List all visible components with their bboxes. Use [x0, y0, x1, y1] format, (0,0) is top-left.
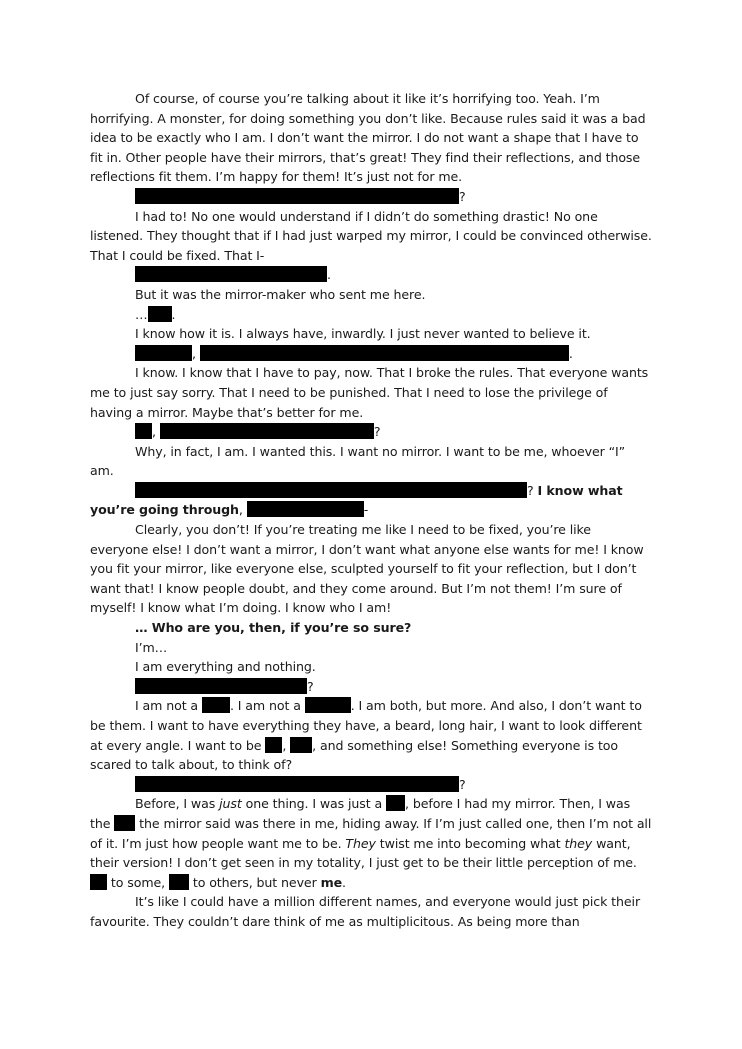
text-run: Why, in fact, I am. I wanted this. I want no mirror. I want to be me, whoever “I” am.: [90, 443, 626, 479]
paragraph: [90, 442, 652, 481]
redaction-bar: [200, 345, 569, 361]
text-run: one thing. I was just a: [241, 796, 387, 812]
text-run: I am everything and nothing.: [135, 659, 316, 675]
text-run: ?: [527, 482, 538, 498]
bold-text: … Who are you, then, if you’re so sure?: [135, 620, 412, 636]
italic-text: They: [345, 835, 376, 851]
text-run: I know how it is. I always have, inwardly. I just never wanted to believe it.: [135, 326, 591, 342]
paragraph: [90, 187, 652, 207]
redaction-bar: [135, 776, 459, 792]
text-run: twist me into becoming what: [375, 835, 565, 851]
text-run: ?: [307, 678, 314, 694]
paragraph: [90, 324, 652, 344]
paragraph: [90, 677, 652, 697]
redaction-bar: [160, 423, 374, 439]
paragraph: [90, 422, 652, 442]
paragraph: [90, 344, 652, 364]
redaction-bar: [265, 737, 282, 753]
document-body: [90, 89, 652, 932]
text-run: , before I had my mirror. Then, I was the: [90, 796, 631, 831]
text-run: ?: [459, 188, 466, 204]
italic-text: they: [564, 835, 593, 851]
paragraph: [90, 638, 652, 658]
paragraph: [90, 657, 652, 677]
paragraph: [90, 265, 652, 285]
redaction-bar: [202, 697, 230, 713]
text-run: , and something else! Something everyone is too scared to talk about, to think of?: [90, 737, 618, 773]
redaction-bar: [148, 306, 172, 322]
text-run: .: [342, 874, 346, 890]
redaction-bar: [135, 345, 192, 361]
text-run: Clearly, you don’t! If you’re treating me like I need to be fixed, you’re like everyone else! I don’t want a mirror, I don’t want what anyone else wants for me! I know you fit your mirror, like everyone else, sculpted yourself to fit your reflection, but I don’t want that! I know people doubt, and they come around. But I’m not them! I’m sure of myself! I know what I’m doing. I know who I am!: [90, 522, 644, 616]
text-run: ?: [459, 776, 466, 792]
text-run: ,: [152, 424, 160, 440]
paragraph: [90, 775, 652, 795]
paragraph: [90, 305, 652, 325]
text-run: I know. I know that I have to pay, now. That I broke the rules. That everyone wants me to just say sorry. That I need to be punished. That I need to lose the privilege of having a mirror. Maybe that’s better for me.: [90, 365, 649, 420]
paragraph: [90, 207, 652, 266]
text-run: I had to! No one would understand if I didn’t do something drastic! No one listened. They thought that if I had just warped my mirror, I could be convinced otherwise. That I could be fixed. That I-: [90, 208, 652, 263]
redaction-bar: [386, 795, 405, 811]
paragraph: [90, 285, 652, 305]
paragraph: [90, 892, 652, 931]
text-run: It’s like I could have a million different names, and everyone would just pick their favourite. They couldn’t dare think of me as multiplicitous. As being more than: [90, 894, 641, 929]
text-run: -: [363, 502, 369, 518]
text-run: want, their version! I don’t get seen in my totality, I just get to be their little perception of me.: [90, 835, 637, 871]
paragraph: [90, 363, 652, 422]
text-run: ,: [238, 502, 247, 518]
text-run: But it was the mirror-maker who sent me here.: [135, 286, 426, 302]
redaction-bar: [90, 874, 107, 890]
bold-text: me: [320, 874, 343, 890]
text-run: . I am not a: [229, 698, 305, 714]
redaction-bar: [290, 737, 312, 753]
redaction-bar: [114, 815, 135, 831]
text-run: to some,: [107, 874, 169, 890]
text-run: the mirror said was there in me, hiding away. If I’m just called one, then I’m not all of it. I’m just how people want me to be.: [90, 815, 652, 851]
redaction-bar: [305, 697, 351, 713]
text-run: I’m…: [135, 639, 168, 655]
text-run: ,: [192, 345, 200, 361]
text-run: ,: [282, 737, 291, 753]
italic-text: just: [219, 796, 242, 812]
redaction-bar: [135, 482, 527, 498]
text-run: .: [327, 267, 331, 283]
text-run: I am not a: [135, 698, 202, 714]
paragraph: [90, 520, 652, 618]
text-run: .: [568, 345, 573, 361]
text-run: to others, but never: [188, 874, 321, 890]
paragraph: [90, 481, 652, 520]
text-run: ?: [373, 424, 381, 440]
text-run: .: [171, 306, 176, 322]
paragraph: [90, 618, 652, 638]
redaction-bar: [135, 188, 459, 204]
paragraph: [90, 696, 652, 774]
redaction-bar: [135, 423, 152, 439]
paragraph: [90, 794, 652, 892]
redaction-bar: [135, 678, 307, 694]
redaction-bar: [169, 874, 189, 890]
text-run: …: [135, 306, 148, 322]
paragraph: [90, 89, 652, 187]
text-run: . I am both, but more. And also, I don’t want to be them. I want to have everything they have, a beard, long hair, I want to look different at every angle. I want to be: [90, 698, 642, 753]
redaction-bar: [135, 266, 327, 282]
text-run: Before, I was: [135, 796, 220, 812]
text-run: Of course, of course you’re talking about it like it’s horrifying too. Yeah. I’m horrifying. A monster, for doing something you don’t like. Because rules said it was a bad idea to be exactly who I am. I don’t want the mirror. I do not want a shape that I have to fit in. Other people have their mirrors, that’s great! They find their reflections, and those reflections fit them. I’m happy for them! It’s just not for me.: [90, 91, 646, 185]
bold-text: I know what you’re going through: [90, 482, 623, 518]
redaction-bar: [247, 501, 364, 517]
